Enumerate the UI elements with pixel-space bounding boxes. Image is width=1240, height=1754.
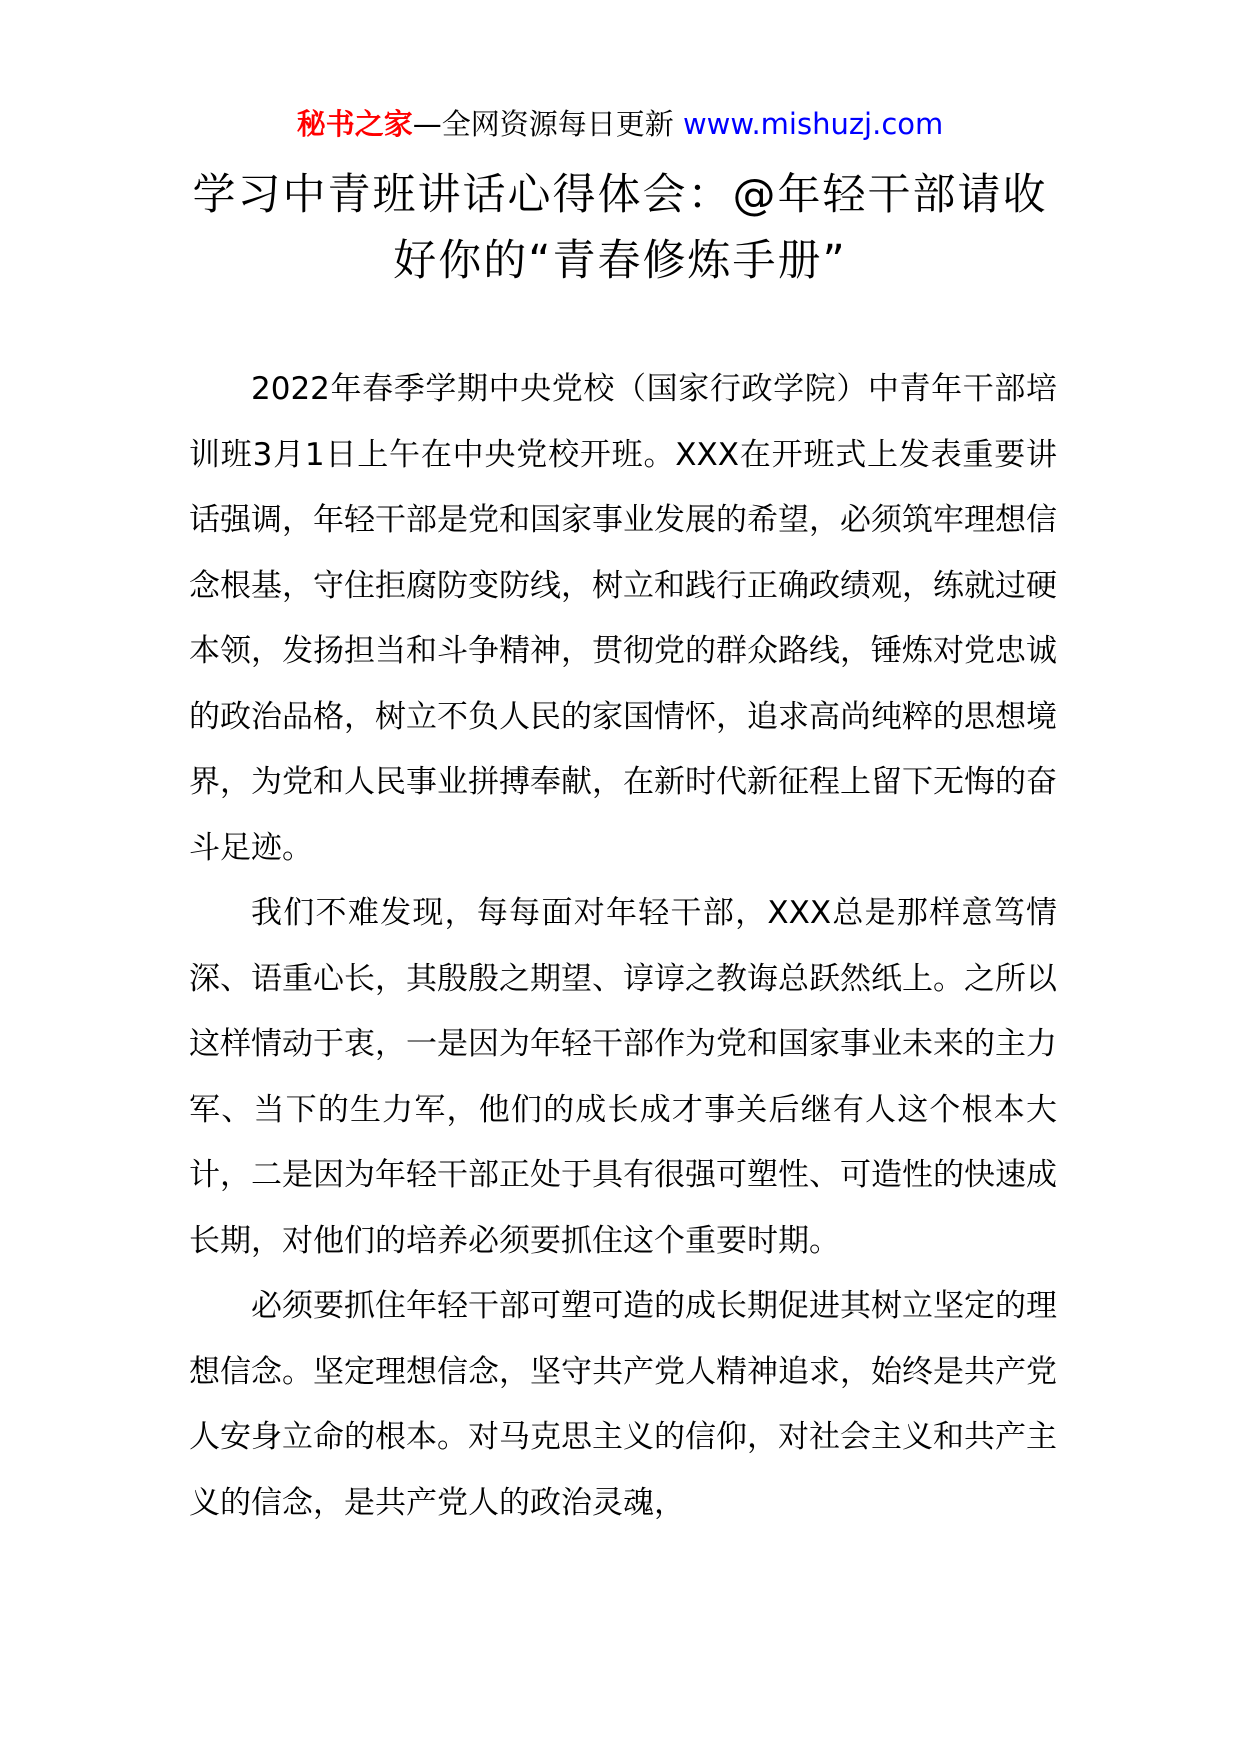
document-title (150, 162, 1090, 294)
paragraph: 必须要抓住年轻干部可塑可造的成长期促进其树立坚定的理想信念。坚定理想信念，坚守共产党人精神追求，始终是共产党人安身立命的根本。对马克思主义的信仰，对社会主义和共产主义的信念，是共产党人的政治灵魂， (189, 1288, 1057, 1521)
title-line-2: 好你的“青春修炼手册” (393, 236, 847, 286)
site-url-link[interactable]: www.mishuzj.com (682, 107, 944, 141)
document-body (189, 357, 1057, 1536)
site-tagline: —全网资源每日更新 (412, 107, 674, 141)
paragraph: 2022年春季学期中央党校（国家行政学院）中青年干部培训班3月1日上午在中央党校开班。XXX在开班式上发表重要讲话强调，年轻干部是党和国家事业发展的希望，必须筑牢理想信念根基，守住拒腐防变防线，树立和践行正确政绩观，练就过硬本领，发扬担当和斗争精神，贯彻党的群众路线，锤炼对党忠诚的政治品格，树立不负人民的家国情怀，追求高尚纯粹的思想境界，为党和人民事业拼搏奉献，在新时代新征程上留下无悔的奋斗足迹。 (189, 371, 1057, 866)
paragraph: 我们不难发现，每每面对年轻干部，XXX总是那样意笃情深、语重心长，其殷殷之期望、谆谆之教诲总跃然纸上。之所以这样情动于衷，一是因为年轻干部作为党和国家事业未来的主力军、当下的生力军，他们的成长成才事关后继有人这个根本大计，二是因为年轻干部正处于具有很强可塑性、可造性的快速成长期，对他们的培养必须要抓住这个重要时期。 (189, 895, 1057, 1259)
site-header (0, 104, 1240, 144)
title-line-1: 学习中青班讲话心得体会：@年轻干部请收 (192, 170, 1048, 220)
site-brand: 秘书之家 (296, 107, 413, 141)
